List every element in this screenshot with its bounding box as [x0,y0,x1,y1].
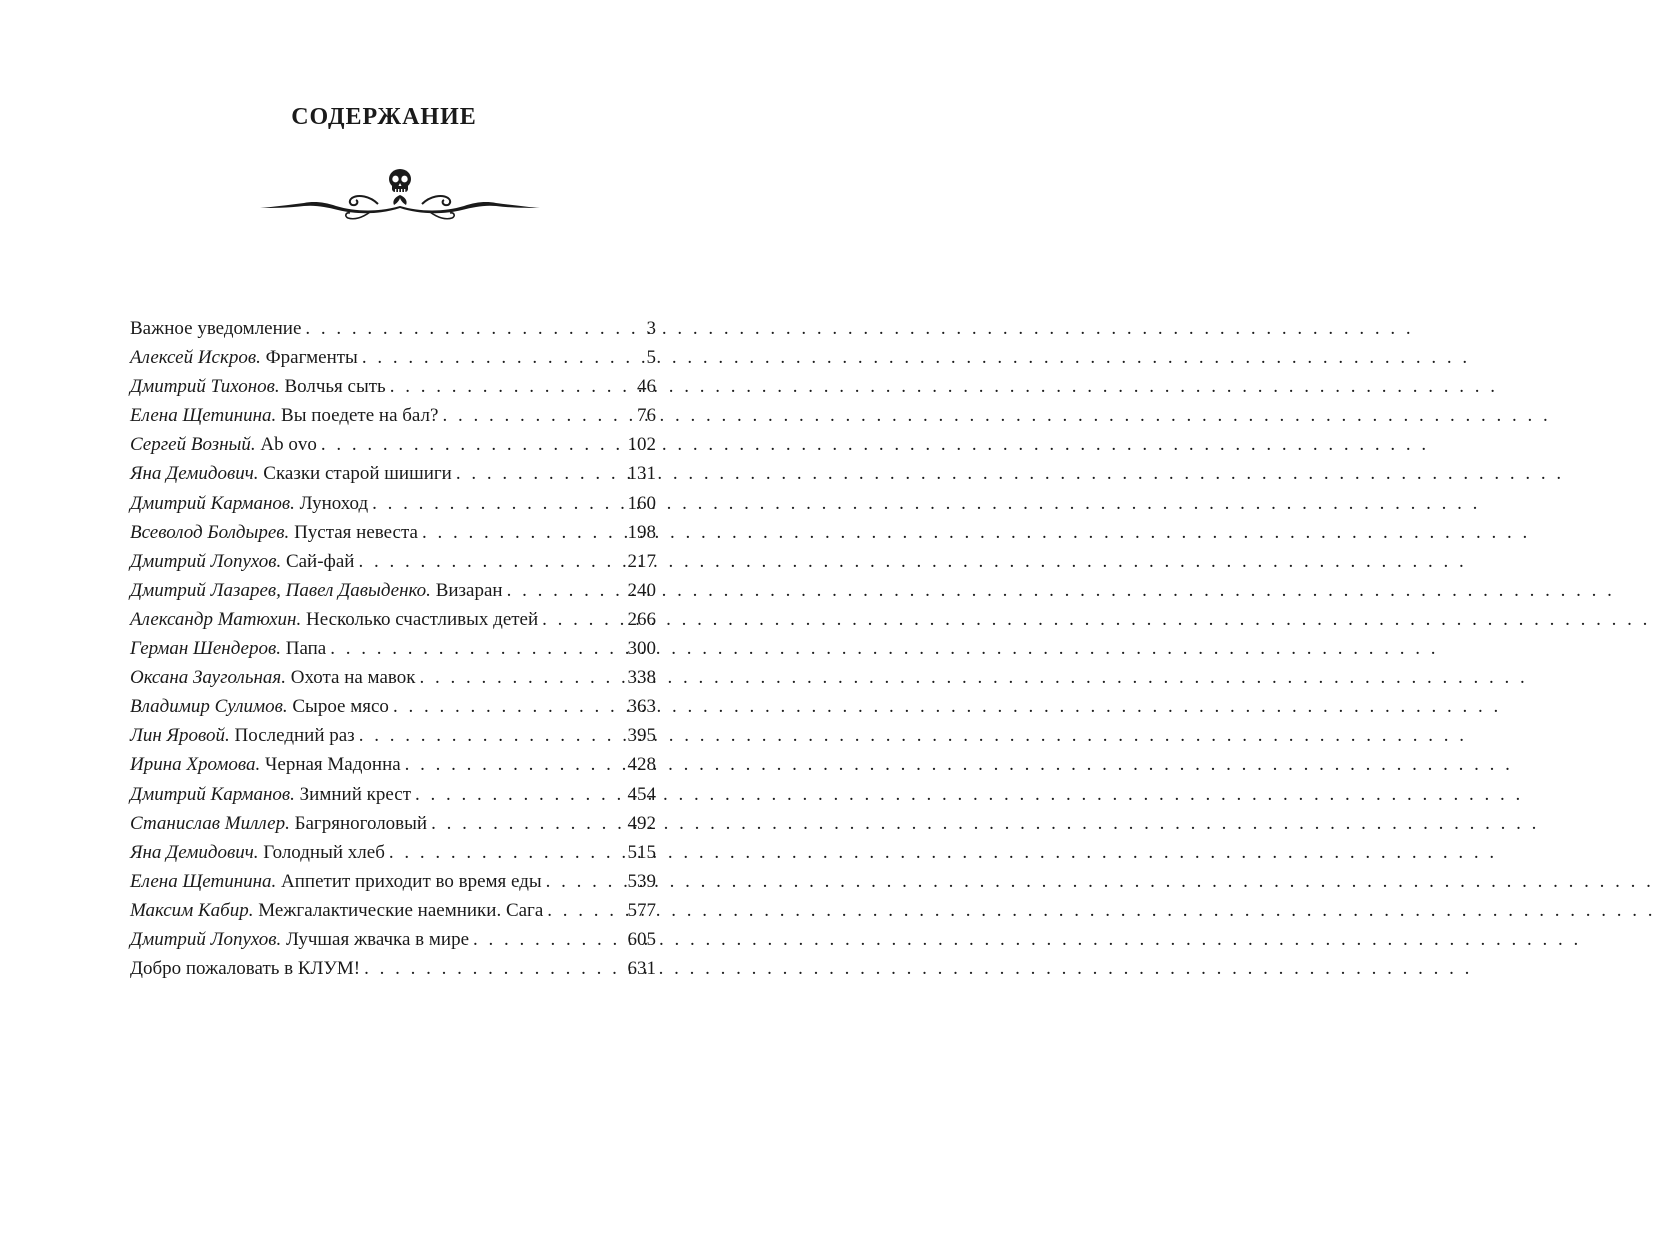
toc-entry[interactable] [130,634,656,663]
toc-entry[interactable] [130,518,656,547]
toc-work-title: Папа [285,638,327,660]
toc-author: Дмитрий Карманов. [130,783,295,805]
toc-work-title: Добро пожаловать в КЛУМ! [130,958,361,980]
toc-entry[interactable] [130,605,656,634]
toc-page-number: 338 [627,667,656,689]
toc-work-title: Несколько счастливых детей [305,608,539,630]
toc-entry[interactable] [130,896,656,925]
toc-dot-leader [326,634,608,663]
page-title: СОДЕРЖАНИЕ [291,104,477,130]
toc-entry-text [130,663,415,692]
toc-entry[interactable] [130,721,656,750]
toc-dot-leader [503,576,608,605]
skull-flourish-icon [258,168,542,224]
toc-entry[interactable] [130,780,656,809]
toc-entry[interactable] [130,459,656,488]
toc-entry-text [130,547,354,576]
toc-work-title: Сказки старой шишиги [263,463,452,485]
toc-work-title: Пустая невеста [294,521,418,543]
toc-entry[interactable] [130,867,656,896]
toc-entry-text [130,372,386,401]
toc-entry-text [130,838,385,867]
toc-page-number: 217 [627,550,656,572]
toc-author: Дмитрий Лопухов. [130,550,282,572]
toc-author: Сергей Возный. [130,434,256,456]
toc-entry-text [130,518,418,547]
toc-page-number: 5 [646,347,656,369]
toc-dot-leader [317,430,608,459]
toc-entry[interactable] [130,343,656,372]
toc-dot-leader [415,663,608,692]
toc-author: Алексей Искров. [130,347,261,369]
toc-page-number: 46 [637,376,656,398]
toc-entry-text [130,780,411,809]
toc-work-title: Луноход [299,492,369,514]
toc-entry-text [130,867,542,896]
toc-entry-text [130,721,355,750]
toc-dot-leader [401,750,608,779]
toc-work-title: Ab ovo [260,434,317,456]
toc-author: Оксана Заугольная. [130,667,286,689]
toc-page-number: 131 [627,463,656,485]
toc-page-number: 492 [627,812,656,834]
toc-dot-leader [354,547,608,576]
toc-dot-leader [542,867,608,896]
toc-entry-text [130,605,538,634]
toc-page-number: 266 [627,608,656,630]
toc-dot-leader [411,780,608,809]
toc-author: Дмитрий Карманов. [130,492,295,514]
toc-dot-leader [538,605,608,634]
toc-page-number: 515 [627,841,656,863]
toc-work-title: Охота на мавок [290,667,416,689]
toc-dot-leader [368,489,608,518]
toc-page-number: 76 [637,405,656,427]
toc-dot-leader [452,459,608,488]
toc-author: Александр Матюхин. [130,608,302,630]
toc-entry-text [130,489,368,518]
toc-author: Герман Шендеров. [130,638,281,660]
toc-work-title: Последний раз [234,725,355,747]
toc-work-title: Фрагменты [265,347,358,369]
toc-entry-text [130,314,301,343]
toc-work-title: Визаран [435,579,503,601]
toc-entry-text [130,459,452,488]
toc-entry[interactable] [130,954,656,983]
toc-work-title: Зимний крест [299,783,411,805]
toc-entry[interactable] [130,576,656,605]
toc-work-title: Голодный хлеб [263,841,385,863]
toc-author: Яна Демидович. [130,841,259,863]
toc-entry-text [130,401,438,430]
toc-work-title: Багряноголовый [294,812,428,834]
toc-dot-leader [543,896,608,925]
toc-author: Владимир Сулимов. [130,696,288,718]
toc-page-number: 363 [627,696,656,718]
toc-author: Яна Демидович. [130,463,259,485]
toc-page-number: 240 [627,579,656,601]
toc-page-number: 605 [627,928,656,950]
toc-entry-text [130,750,401,779]
toc-entry-text [130,954,360,983]
toc-page-number: 198 [627,521,656,543]
toc-page-number: 395 [627,725,656,747]
toc-dot-leader [360,954,608,983]
toc-work-title: Сай-фай [285,550,355,572]
toc-page-number: 454 [627,783,656,805]
table-of-contents [130,314,656,983]
toc-entry-text [130,925,469,954]
toc-page-number: 300 [627,638,656,660]
toc-author: Ирина Хромова. [130,754,261,776]
toc-dot-leader [418,518,608,547]
toc-entry-text [130,692,389,721]
toc-author: Дмитрий Лазарев, Павел Давыденко. [130,579,431,601]
toc-page-number: 577 [627,899,656,921]
toc-author: Станислав Миллер. [130,812,290,834]
toc-work-title: Лучшая жвачка в мире [285,928,470,950]
toc-author: Лин Яровой. [130,725,230,747]
toc-page-number: 428 [627,754,656,776]
toc-work-title: Важное уведомление [130,318,302,339]
toc-dot-leader [301,314,608,343]
toc-author: Елена Щетинина. [130,405,277,427]
toc-author: Дмитрий Тихонов. [130,376,280,398]
toc-entry-text [130,430,317,459]
toc-entry-text [130,896,543,925]
toc-entry[interactable] [130,430,656,459]
toc-work-title: Сырое мясо [292,696,389,718]
toc-entry[interactable] [130,925,656,954]
toc-dot-leader [355,721,608,750]
toc-entry[interactable] [130,692,656,721]
toc-work-title: Волчья сыть [284,376,386,398]
toc-dot-leader [427,809,608,838]
toc-page-number: 102 [627,434,656,456]
toc-dot-leader [438,401,608,430]
toc-entry[interactable] [130,314,656,343]
toc-page-number: 631 [627,958,656,980]
toc-entry[interactable] [130,750,656,779]
toc-page-number: 160 [627,492,656,514]
toc-entry[interactable] [130,372,656,401]
toc-entry[interactable] [130,489,656,518]
toc-work-title: Вы поедете на бал? [281,405,439,427]
toc-entry-text [130,576,503,605]
toc-page-number: 3 [646,318,656,339]
toc-entry[interactable] [130,838,656,867]
toc-author: Елена Щетинина. [130,870,277,892]
toc-work-title: Межгалактические наемники. Сага [258,899,544,921]
toc-entry[interactable] [130,401,656,430]
toc-author: Максим Кабир. [130,899,254,921]
toc-entry-text [130,809,427,838]
toc-work-title: Аппетит приходит во время еды [281,870,542,892]
toc-author: Всеволод Болдырев. [130,521,290,543]
toc-work-title: Черная Мадонна [265,754,401,776]
toc-entry-text [130,343,358,372]
toc-dot-leader [358,343,608,372]
toc-entry[interactable] [130,547,656,576]
toc-dot-leader [469,925,608,954]
toc-page-number: 539 [627,870,656,892]
toc-entry-text [130,634,326,663]
toc-dot-leader [386,372,608,401]
toc-dot-leader [385,838,608,867]
toc-author: Дмитрий Лопухов. [130,928,282,950]
toc-entry[interactable] [130,809,656,838]
toc-entry[interactable] [130,663,656,692]
toc-dot-leader [389,692,608,721]
